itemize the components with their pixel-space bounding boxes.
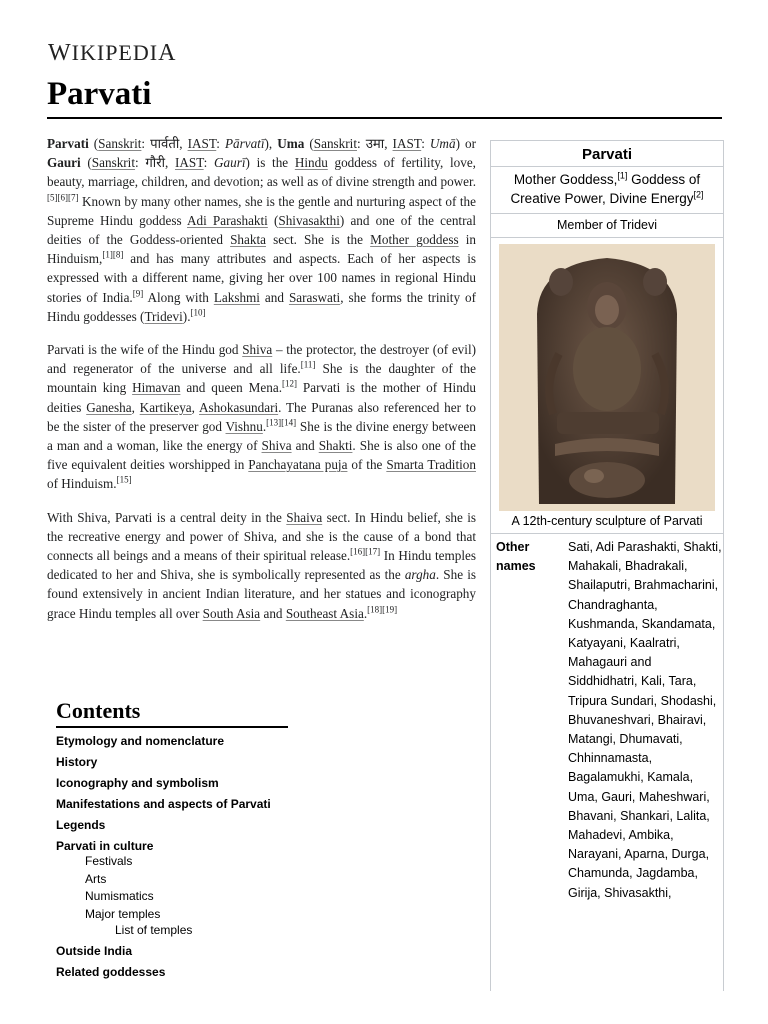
text: sect. In Hindu belief, she is the recreative energy and power of Shiva, and she is the cause of a bond that connects all beings and a means of their spiritual release. — [47, 509, 476, 564]
text: . She is also one of the five equivalent deities worshipped in — [47, 438, 476, 473]
toc-item[interactable]: Outside India — [56, 944, 133, 958]
toc-subitem[interactable]: Major temples — [85, 906, 161, 921]
link-saraswati[interactable]: Saraswati — [288, 289, 341, 305]
text: : — [216, 136, 225, 151]
text: , she forms the trinity of Hindu goddesses ( — [47, 289, 476, 324]
other-names-label: Other names — [496, 540, 536, 573]
link-ashokasundari[interactable]: Ashokasundari — [199, 399, 279, 415]
infobox-member: Member of Tridevi — [491, 214, 723, 238]
text: . — [262, 418, 267, 434]
citation-ref[interactable]: [13][14] — [266, 417, 297, 428]
text: Parvati is the mother of Hindu deities — [47, 380, 476, 415]
bold-term: Gauri — [47, 155, 81, 171]
text: ( — [304, 136, 314, 151]
parvati-sculpture-image[interactable] — [499, 244, 715, 511]
text: In Hindu temples dedicated to her and Shiva, she is symbolically represented as the — [47, 548, 476, 583]
text: ( — [88, 136, 99, 151]
toc-item[interactable]: Related goddesses — [56, 965, 166, 979]
text: ). — [182, 308, 191, 324]
text: goddess of fertility, love, beauty, marriage, children, and devotion; as well as of divine strength and power. — [47, 155, 476, 190]
text: and — [260, 605, 286, 621]
paragraph-intro — [47, 134, 476, 326]
link-shaiva[interactable]: Shaiva — [286, 509, 323, 525]
subtitle-text: Goddess of Creative Power, Divine Energy — [510, 172, 701, 206]
citation-ref[interactable]: [5][6][7] — [47, 192, 79, 203]
contents-title: Contents — [56, 698, 288, 728]
text: : गौरी, — [135, 155, 175, 171]
link-iast[interactable]: IAST — [392, 136, 422, 151]
toc-subsubitem[interactable]: List of temples — [115, 923, 193, 937]
text: She is the daughter of the mountain king — [47, 361, 477, 396]
link-smarta-tradition[interactable]: Smarta Tradition — [386, 457, 476, 473]
citation-ref[interactable]: [11] — [300, 359, 316, 370]
link-sanskrit[interactable]: Sanskrit — [91, 155, 136, 171]
text: ) is the — [245, 155, 295, 171]
link-southeast-asia[interactable]: Southeast Asia — [285, 605, 364, 621]
text: ), — [264, 136, 278, 151]
text: Parvati is the wife of the Hindu god — [47, 342, 243, 358]
other-names-value: Sati, Adi Parashakti, Shakti, Mahakali, Bhadrakali, Shailaputri, Brahmacharini, Chandraghanta, Kushmanda, Skandamata, Katyayani, Kaalratri, Mahagauri and Siddhidhatri, Kali, Tara, Tripura Sundari, Shodashi, Bhuvaneshvari, Bhairavi, Matangi, Dhumavati, Chhinnamasta, Bagalamukhi, Kamala, Uma, Gauri, Maheshwari, Bhavani, Shankari, Lalita, Mahadevi, Ambika, Narayani, Aparna, Durga, Chamunda, Jagdamba, Girija, Shivasakthi, — [568, 540, 722, 900]
toc-item[interactable]: Parvati in culture — [56, 839, 154, 853]
link-adi-parashakti[interactable]: Adi Parashakti — [187, 212, 268, 228]
text: – the protector, the destroyer (of evil) and regenerator of the universe and all life. — [47, 342, 476, 377]
link-ganesha[interactable]: Ganesha — [86, 399, 132, 415]
citation-ref[interactable]: [2] — [693, 189, 704, 200]
link-shiva[interactable]: Shiva — [261, 438, 292, 454]
toc-item[interactable]: Manifestations and aspects of Parvati — [56, 797, 271, 811]
subtitle-text: Mother Goddess, — [513, 172, 618, 187]
text: and has many attributes and aspects. Each of her aspects is expressed with a different name, giving her over 100 names in regional Hindu stories of India. — [47, 251, 476, 305]
citation-ref[interactable]: [10] — [190, 307, 206, 318]
text: . The Puranas also referenced her to be the sister of the preserver god — [47, 399, 477, 434]
toc-subitem[interactable]: Festivals — [85, 854, 133, 868]
logo-letter-a: A — [158, 40, 177, 66]
citation-ref[interactable]: [16][17] — [350, 546, 381, 557]
logo-text: IKIPEDI — [71, 40, 159, 65]
link-shakti[interactable]: Shakti — [318, 438, 353, 454]
image-caption: A 12th-century sculpture of Parvati — [491, 511, 723, 534]
link-sanskrit[interactable]: Sanskrit — [313, 136, 357, 151]
text: Known by many other names, she is the gentle and nurturing aspect of the Supreme Hindu goddess — [47, 193, 476, 228]
text: With Shiva, Parvati is a central deity in the — [47, 509, 287, 525]
text: Along with — [143, 289, 214, 305]
text: of Hinduism. — [47, 476, 117, 492]
link-tridevi[interactable]: Tridevi — [144, 308, 183, 324]
article-body — [47, 134, 476, 637]
citation-ref[interactable]: [15] — [116, 475, 132, 486]
toc-item[interactable]: Iconography and symbolism — [56, 776, 219, 790]
logo-letter-w: W — [48, 40, 72, 66]
text: : — [421, 136, 430, 151]
infobox-subtitle — [491, 167, 723, 214]
text: . She is found extensively in ancient Indian literature, and her statues and iconography grace Hindu temples all over — [47, 567, 476, 621]
citation-ref[interactable]: [18][19] — [367, 604, 398, 615]
link-shakta[interactable]: Shakta — [230, 232, 266, 248]
paragraph-family — [47, 340, 476, 494]
toc-subitem[interactable]: Numismatics — [85, 889, 154, 903]
title-divider — [47, 117, 722, 119]
text: in Hinduism, — [47, 232, 476, 267]
link-panchayatana-puja[interactable]: Panchayatana puja — [248, 457, 348, 473]
citation-ref[interactable]: [9] — [132, 288, 144, 299]
link-kartikeya[interactable]: Kartikeya — [139, 399, 192, 415]
infobox-title: Parvati — [491, 141, 723, 167]
text: , — [131, 399, 140, 415]
toc-item[interactable]: Etymology and nomenclature — [56, 734, 225, 748]
link-mother-goddess[interactable]: Mother goddess — [370, 232, 459, 248]
bold-term: Uma — [277, 136, 305, 151]
link-himavan[interactable]: Himavan — [132, 380, 181, 396]
link-lakshmi[interactable]: Lakshmi — [213, 289, 260, 305]
bold-term: Parvati — [47, 136, 89, 151]
link-iast[interactable]: IAST — [187, 136, 217, 151]
toc-subitem[interactable]: Arts — [85, 871, 107, 886]
text: ) or — [455, 136, 476, 151]
text: : पार्वती, — [141, 136, 188, 151]
italic-term: Gaurī — [213, 155, 246, 171]
link-shivasakthi[interactable]: Shivasakthi — [278, 212, 340, 228]
text: and queen Mena. — [180, 380, 282, 396]
text: and — [291, 438, 319, 454]
table-of-contents — [56, 698, 288, 986]
text: sect. She is the — [265, 232, 371, 248]
text: : — [203, 155, 214, 171]
citation-ref[interactable]: [1] — [617, 170, 628, 181]
infobox — [490, 140, 724, 991]
text: ) and one of the central deities of the Goddess-oriented — [47, 212, 476, 248]
page-title: Parvati — [47, 76, 152, 112]
paragraph-worship — [47, 508, 476, 623]
infobox-row-other-names — [491, 534, 723, 903]
toc-item[interactable]: Legends — [56, 818, 106, 832]
link-shiva[interactable]: Shiva — [242, 342, 273, 358]
link-vishnu[interactable]: Vishnu — [225, 418, 263, 434]
toc-item[interactable]: History — [56, 755, 98, 769]
text: ( — [80, 155, 92, 171]
citation-ref[interactable]: [12] — [282, 379, 297, 390]
italic-term: argha — [404, 567, 436, 583]
text: She is the divine energy between a man and a woman, like the energy of — [47, 418, 476, 454]
italic-term: Pārvatī — [224, 136, 265, 151]
link-south-asia[interactable]: South Asia — [202, 605, 261, 621]
text: : उमा, — [357, 136, 393, 151]
text: , — [191, 399, 200, 415]
text: of the — [347, 457, 387, 473]
text: . — [363, 605, 368, 621]
link-hindu[interactable]: Hindu — [294, 155, 328, 171]
text: and — [259, 289, 289, 305]
link-iast[interactable]: IAST — [174, 155, 204, 171]
citation-ref[interactable]: [1][8] — [102, 249, 124, 260]
sculpture-drawing — [499, 244, 715, 511]
italic-term: Umā — [429, 136, 456, 151]
link-sanskrit[interactable]: Sanskrit — [98, 136, 142, 151]
text: ( — [267, 212, 279, 228]
wikipedia-logo[interactable] — [48, 40, 176, 67]
